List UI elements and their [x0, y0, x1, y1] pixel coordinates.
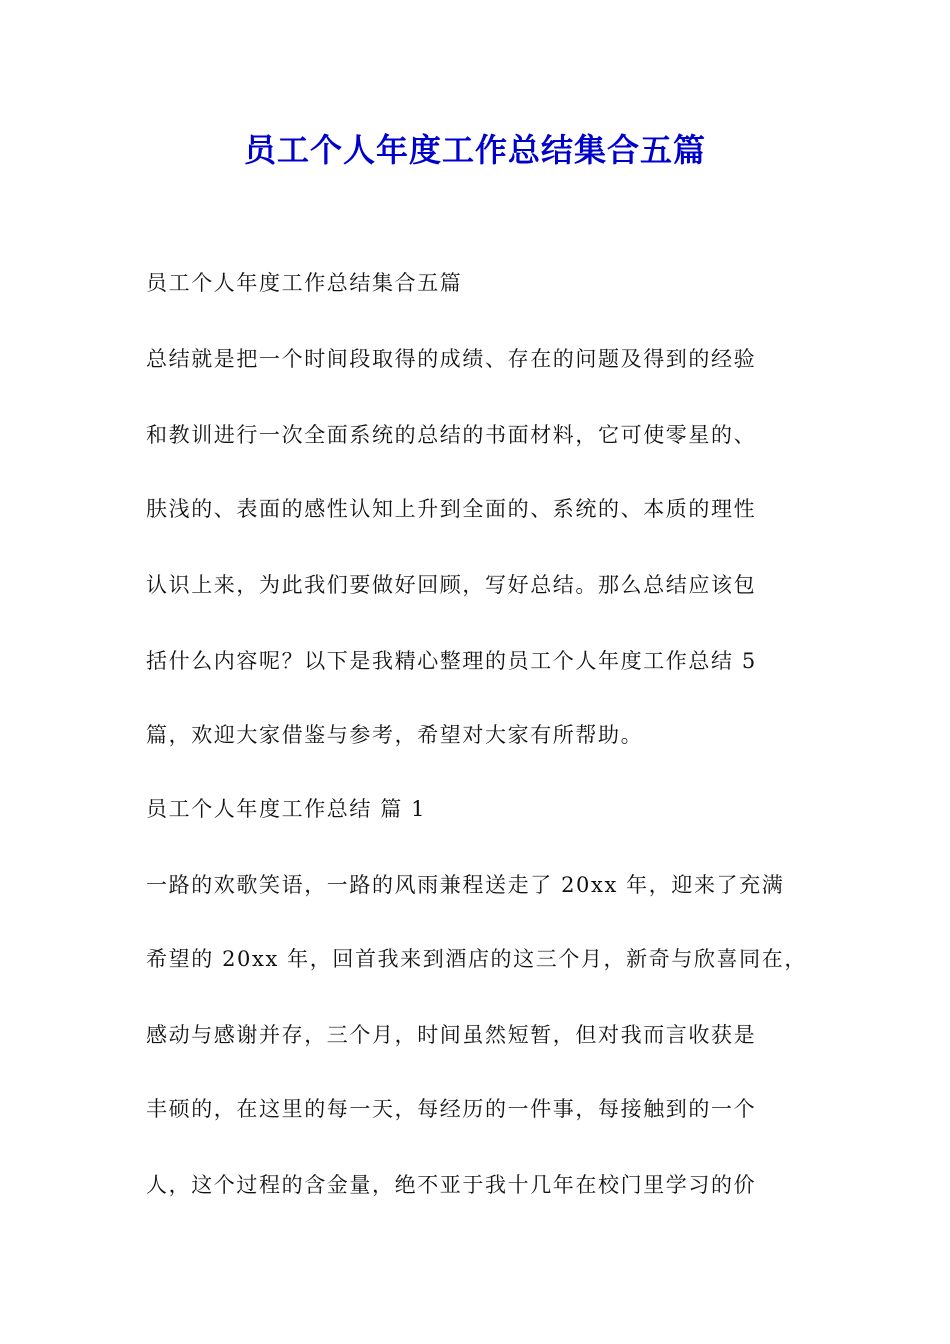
section-1-line-4: 丰硕的，在这里的每一天，每经历的一件事，每接触到的一个: [146, 1097, 757, 1121]
intro-line-3: 肤浅的、表面的感性认知上升到全面的、系统的、本质的理性: [146, 497, 757, 521]
section-heading-1: 员工个人年度工作总结 篇 1: [146, 797, 427, 821]
intro-line-2: 和教训进行一次全面系统的总结的书面材料，它可使零星的、: [146, 423, 757, 447]
section-1-line-2: 希望的 20xx 年，回首我来到酒店的这三个月，新奇与欣喜同在，: [146, 947, 807, 971]
intro-line-6: 篇，欢迎大家借鉴与参考，希望对大家有所帮助。: [146, 723, 644, 747]
section-1-line-1: 一路的欢歌笑语，一路的风雨兼程送走了 20xx 年，迎来了充满: [146, 873, 785, 897]
document-title: 员工个人年度工作总结集合五篇: [243, 131, 706, 169]
subtitle-line: 员工个人年度工作总结集合五篇: [146, 271, 463, 295]
section-1-line-3: 感动与感谢并存，三个月，时间虽然短暂，但对我而言收获是: [146, 1023, 757, 1047]
intro-line-1: 总结就是把一个时间段取得的成绩、存在的问题及得到的经验: [146, 347, 757, 371]
section-1-line-5: 人，这个过程的含金量，绝不亚于我十几年在校门里学习的价: [146, 1173, 757, 1197]
intro-line-5: 括什么内容呢？以下是我精心整理的员工个人年度工作总结 5: [146, 649, 757, 673]
intro-line-4: 认识上来，为此我们要做好回顾，写好总结。那么总结应该包: [146, 573, 757, 597]
